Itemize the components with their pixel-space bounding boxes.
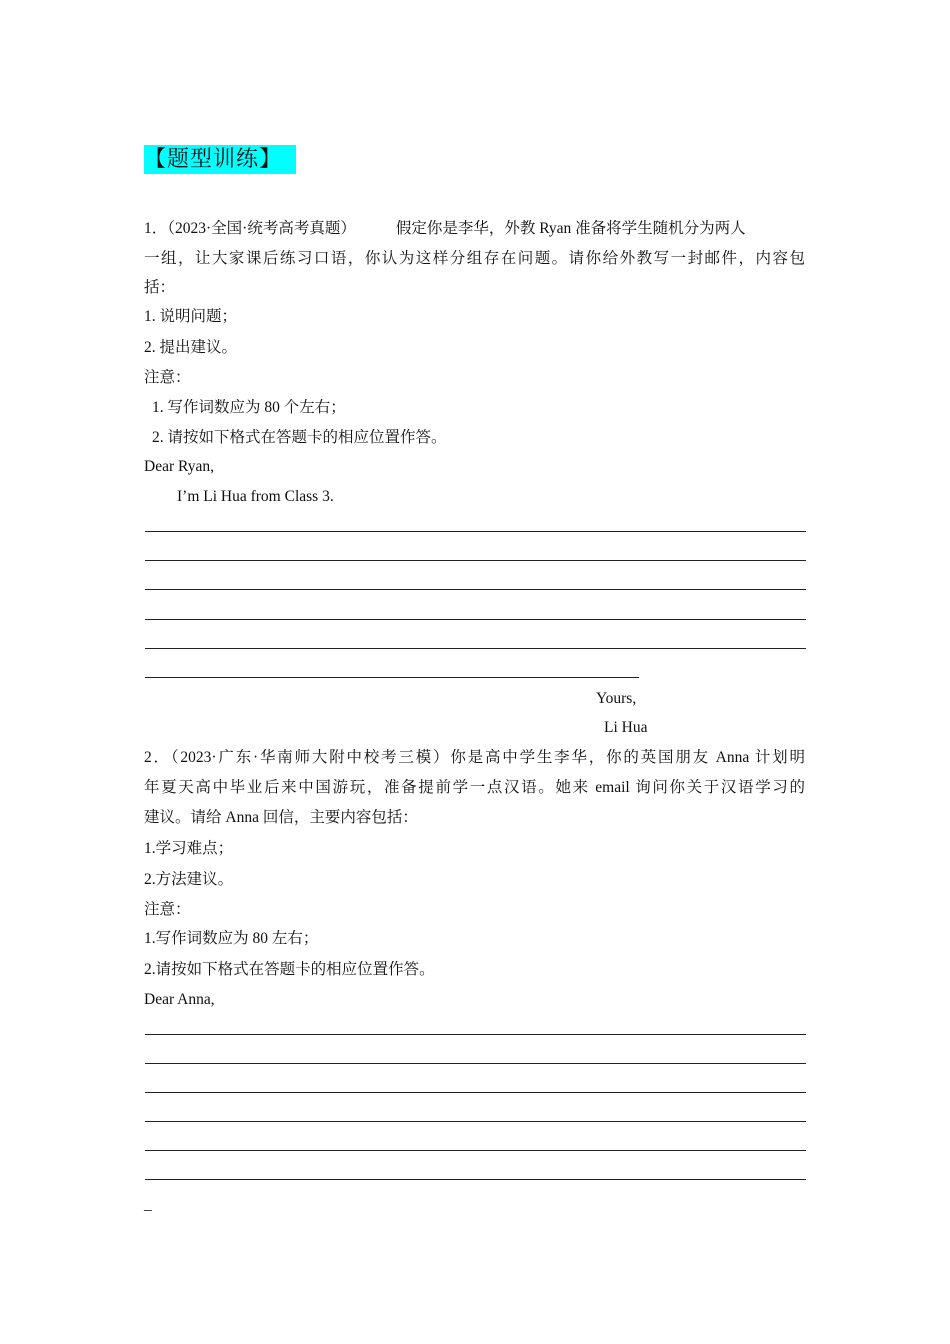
q2-answer-line: [145, 1121, 806, 1122]
q2-answer-line: [145, 1063, 806, 1064]
q1-source: 1．（2023·全国·统考高考真题）: [144, 220, 356, 237]
q2-requirement-1: 1.学习难点；: [144, 840, 234, 857]
q1-prompt-line-1: [144, 219, 746, 239]
q2-requirement-2: 2.方法建议。: [144, 871, 234, 888]
q1-greeting: Dear Ryan,: [144, 458, 214, 475]
q2-answer-line: [145, 1179, 806, 1180]
q1-prompt-line-3: 括：: [144, 279, 176, 296]
q2-trailing-mark: _: [144, 1196, 152, 1213]
q2-note-2: 2.请按如下格式在答题卡的相应位置作答。: [144, 961, 435, 978]
q1-requirement-2: 2. 提出建议。: [144, 339, 238, 356]
q2-prompt-line-3: 建议。请给 Anna 回信，主要内容包括：: [144, 809, 418, 826]
q1-requirement-1: 1. 说明问题；: [144, 308, 238, 325]
q1-note-label: 注意：: [144, 369, 191, 386]
q1-opening-sentence: I’m Li Hua from Class 3.: [177, 488, 334, 505]
q1-answer-line: [145, 619, 806, 620]
q2-answer-line: [145, 1150, 806, 1151]
q1-note-1: 1. 写作词数应为 80 个左右；: [152, 399, 346, 416]
q2-prompt-line-2: 年夏天高中毕业后来中国游玩，准备提前学一点汉语。她来 email 询问你关于汉语学习的: [144, 779, 805, 796]
q2-prompt-line-1: 2．（2023·广东·华南师大附中校考三模）你是高中学生李华，你的英国朋友 Anna 计划明: [144, 749, 805, 766]
q1-note-2: 2. 请按如下格式在答题卡的相应位置作答。: [152, 429, 447, 446]
q1-answer-line: [145, 589, 806, 590]
q2-note-label: 注意：: [144, 901, 191, 918]
section-title: 【题型训练】: [144, 145, 296, 174]
q1-prompt-start: 假定你是李华，外教 Ryan 准备将学生随机分为两人: [395, 220, 746, 237]
q2-answer-line: [145, 1092, 806, 1093]
q1-answer-line: [145, 531, 806, 532]
q1-closing: Yours,: [596, 690, 637, 707]
q1-answer-line: [145, 648, 806, 649]
q2-greeting: Dear Anna,: [144, 991, 215, 1008]
q1-signature: Li Hua: [604, 719, 648, 736]
q2-note-1: 1.写作词数应为 80 左右；: [144, 930, 319, 947]
q1-prompt-line-2: 一组，让大家课后练习口语，你认为这样分组存在问题。请你给外教写一封邮件，内容包: [144, 250, 805, 267]
q1-answer-line: [145, 677, 639, 678]
q1-answer-line: [145, 560, 806, 561]
q2-answer-line: [145, 1034, 806, 1035]
